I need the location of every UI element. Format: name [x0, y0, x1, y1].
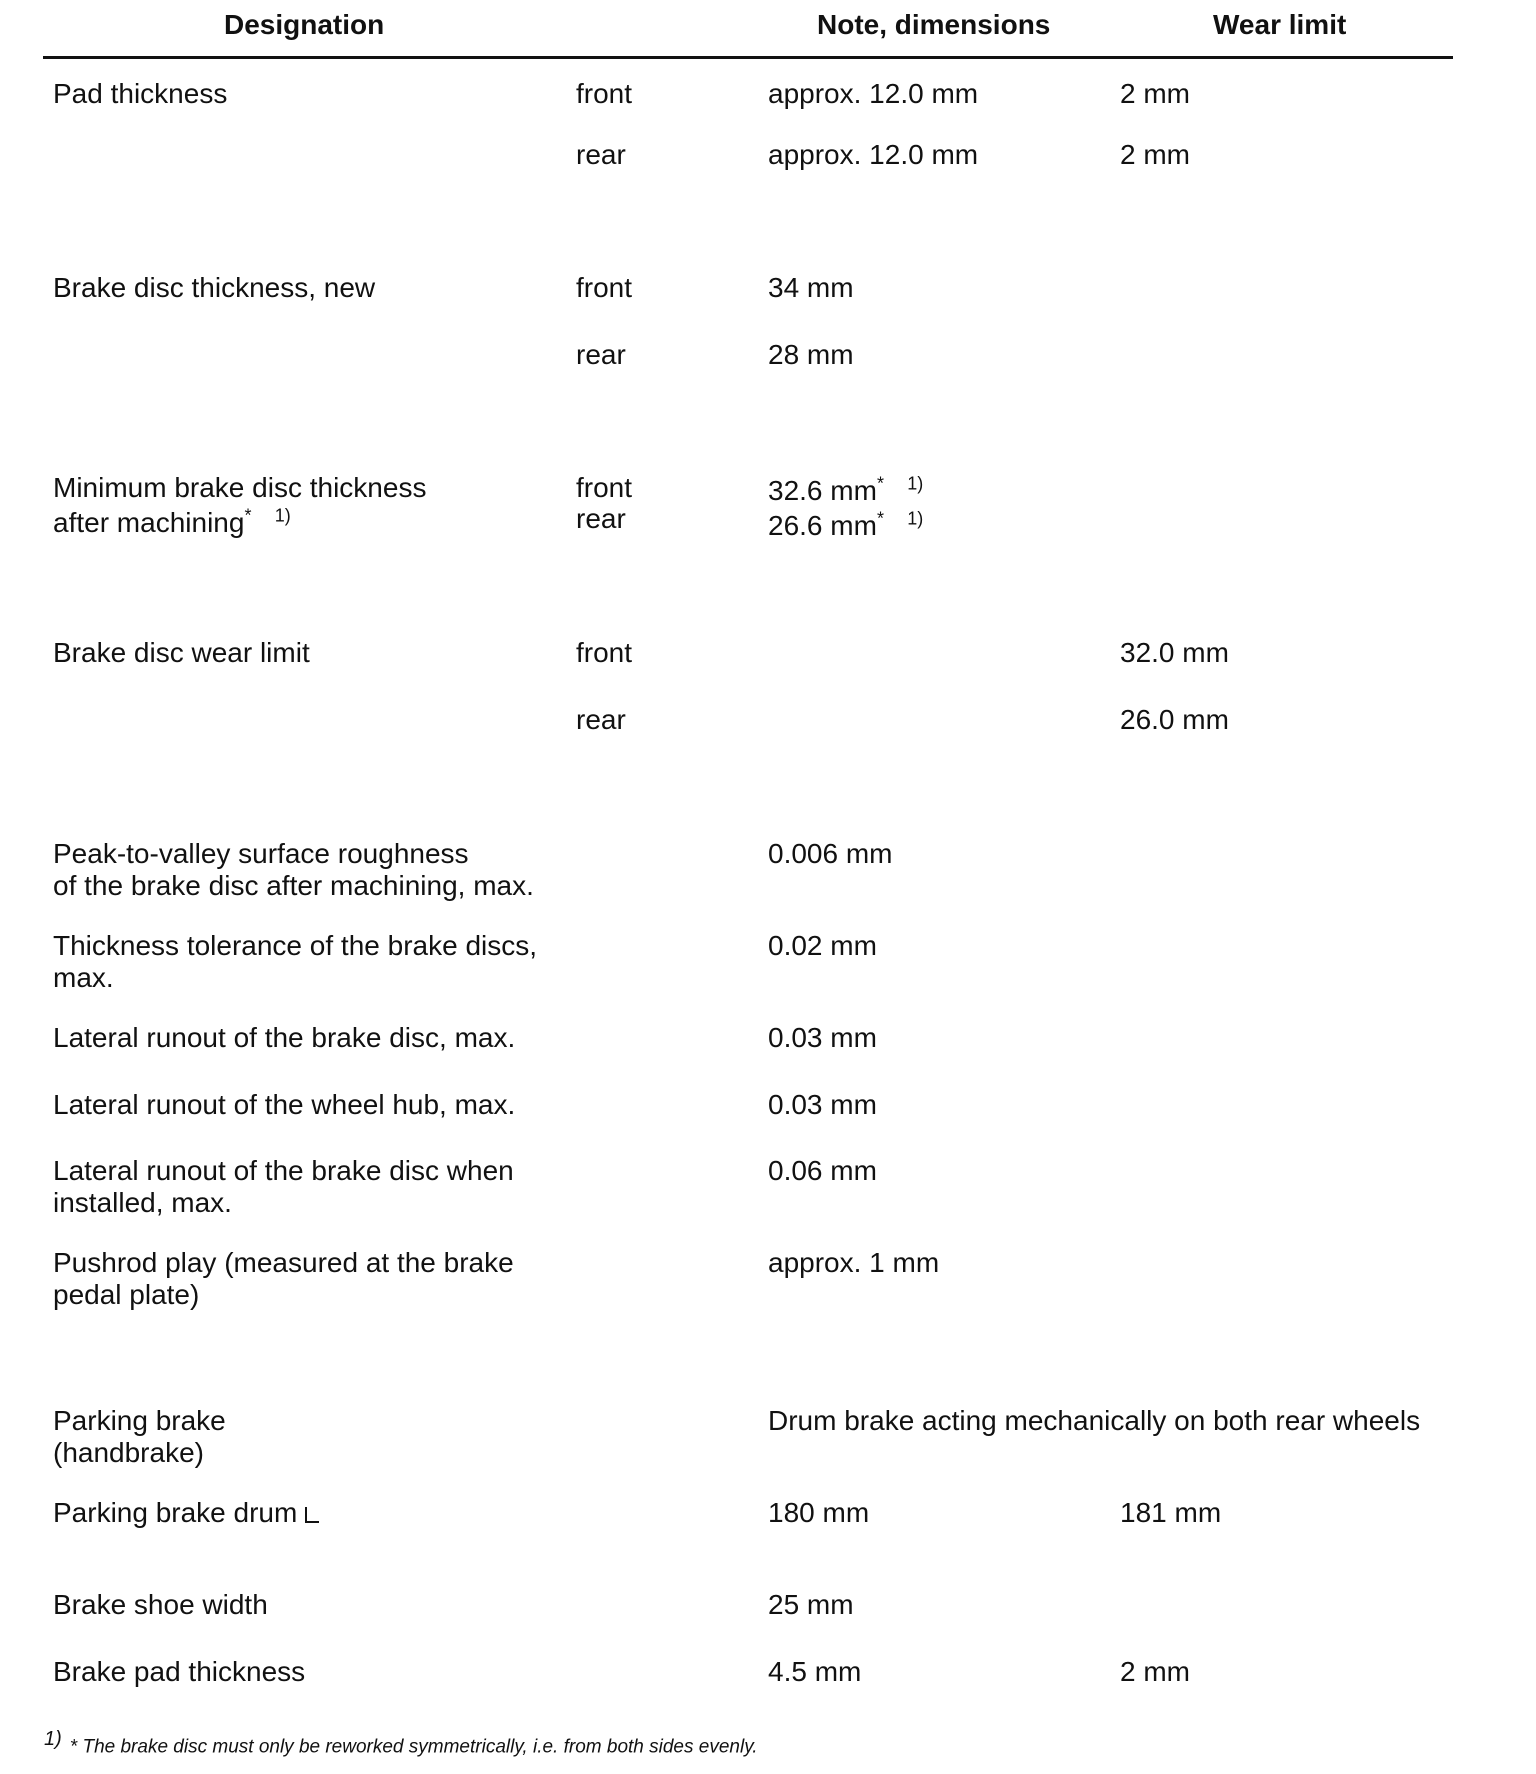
disc-min-rear-note: 26.6 mm* $^{1)}$ [768, 508, 924, 541]
runout-disc-note: 0.03 mm [768, 1022, 877, 1053]
footnote-marker: 1) [44, 1728, 62, 1750]
runout-installed-label-line2: installed, max. [53, 1187, 232, 1218]
pad-thickness-front: front [576, 78, 633, 109]
pad-thickness-front-wear: 2 mm [1120, 78, 1190, 109]
pad-thickness-label: Pad thickness [53, 78, 228, 109]
parking-brake-label-line2: (handbrake) [53, 1437, 204, 1468]
disc-min-front: front [576, 472, 633, 503]
disc-wear-rear-wear: 26.0 mm [1120, 704, 1229, 735]
runout-disc-label: Lateral runout of the brake disc, max. [53, 1022, 516, 1053]
brake-pad-wear: 2 mm [1120, 1656, 1190, 1687]
footnote [44, 1728, 758, 1758]
header-note-dimensions: Note, dimensions [817, 9, 1051, 40]
disc-new-rear: rear [576, 339, 626, 370]
parking-drum-label: Parking brake drum [53, 1497, 319, 1529]
header-rule [43, 56, 1453, 59]
thickness-tol-label-line1: Thickness tolerance of the brake discs, [53, 930, 538, 961]
disc-min-label-line2: after machining* $^{1)}$ [53, 505, 291, 538]
footnote-text: * The brake disc must only be reworked symmetrically, i.e. from both sides evenly. [69, 1736, 758, 1758]
disc-new-front-note: 34 mm [768, 272, 854, 303]
pushrod-note: approx. 1 mm [768, 1247, 940, 1278]
thickness-tol-note: 0.02 mm [768, 930, 877, 961]
runout-hub-label: Lateral runout of the wheel hub, max. [53, 1089, 516, 1120]
runout-installed-label-line1: Lateral runout of the brake disc when [53, 1155, 514, 1186]
brake-pad-label: Brake pad thickness [53, 1656, 306, 1687]
diameter-symbol-icon [305, 1507, 319, 1523]
header-wear-limit: Wear limit [1213, 9, 1347, 40]
parking-drum-wear: 181 mm [1120, 1497, 1222, 1528]
disc-wear-front: front [576, 637, 633, 668]
pushrod-label-line2: pedal plate) [53, 1279, 200, 1310]
pushrod-label-line1: Pushrod play (measured at the brake [53, 1247, 514, 1278]
pad-thickness-rear-wear: 2 mm [1120, 139, 1190, 170]
disc-wear-rear: rear [576, 704, 626, 735]
disc-new-rear-note: 28 mm [768, 339, 854, 370]
parking-drum-note: 180 mm [768, 1497, 870, 1528]
roughness-label-line2: of the brake disc after machining, max. [53, 870, 534, 901]
roughness-note: 0.006 mm [768, 838, 893, 869]
parking-brake-note: Drum brake acting mechanically on both rear wheels [768, 1405, 1421, 1436]
header-designation: Designation [224, 9, 385, 40]
roughness-label-line1: Peak-to-valley surface roughness [53, 838, 469, 869]
brake-pad-note: 4.5 mm [768, 1656, 862, 1687]
disc-min-front-note: 32.6 mm* $^{1)}$ [768, 473, 924, 506]
pad-thickness-rear-note: approx. 12.0 mm [768, 139, 979, 170]
runout-installed-note: 0.06 mm [768, 1155, 877, 1186]
pad-thickness-rear: rear [576, 139, 626, 170]
shoe-width-label: Brake shoe width [53, 1589, 268, 1620]
disc-wear-label: Brake disc wear limit [53, 637, 310, 668]
disc-min-label-line1: Minimum brake disc thickness [53, 472, 427, 503]
parking-brake-label-line1: Parking brake [53, 1405, 226, 1436]
disc-min-rear: rear [576, 503, 626, 534]
runout-hub-note: 0.03 mm [768, 1089, 877, 1120]
disc-new-label: Brake disc thickness, new [53, 272, 376, 303]
disc-new-front: front [576, 272, 633, 303]
thickness-tol-label-line2: max. [53, 962, 114, 993]
disc-wear-front-wear: 32.0 mm [1120, 637, 1229, 668]
pad-thickness-front-note: approx. 12.0 mm [768, 78, 979, 109]
shoe-width-note: 25 mm [768, 1589, 854, 1620]
